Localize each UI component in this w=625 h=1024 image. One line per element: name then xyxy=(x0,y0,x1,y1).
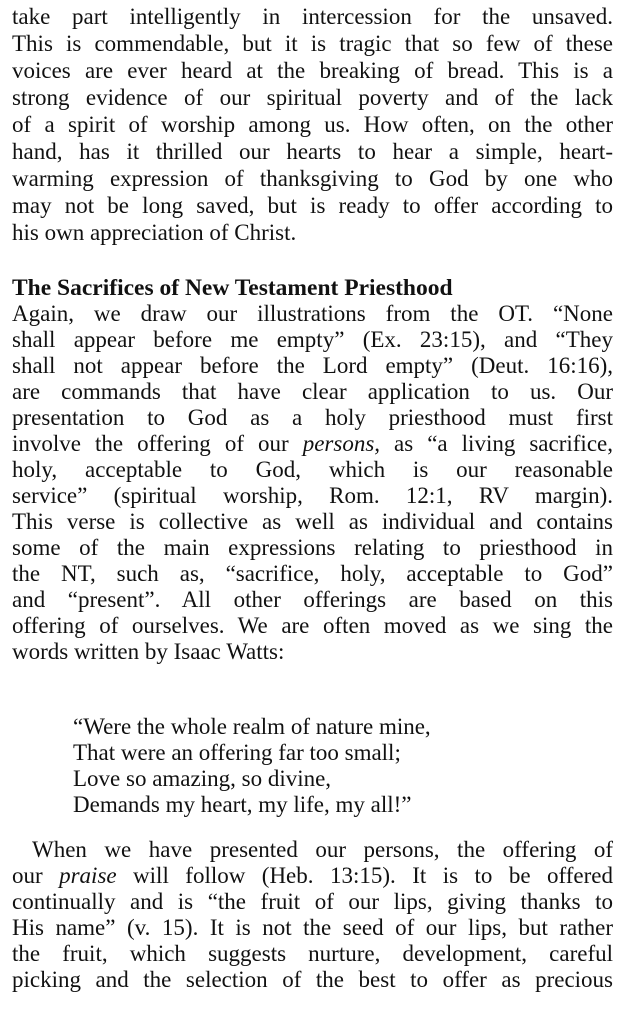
text-line: continually and is “the fruit of our lips, giving thanks to xyxy=(12,889,613,914)
text-line: the NT, such as, “sacrifice, holy, acceptable to God” xyxy=(12,561,613,586)
text-line: the fruit, which suggests nurture, development, careful xyxy=(12,941,613,966)
text-span: our xyxy=(12,863,60,888)
text-line: and “present”. All other offerings are based on this xyxy=(12,587,613,612)
section-heading: The Sacrifices of New Testament Priesthood xyxy=(12,275,453,301)
text-line: strong evidence of our spiritual poverty and of the lack xyxy=(12,85,613,110)
text-line xyxy=(12,862,613,889)
text-line: are commands that have clear application to us. Our xyxy=(12,379,613,404)
text-line: When we have presented our persons, the offering of xyxy=(32,837,613,862)
emphasis-praise: praise xyxy=(59,863,117,888)
text-line: holy, acceptable to God, which is our reasonable xyxy=(12,457,613,482)
text-line: This verse is collective as well as individual and contains xyxy=(12,509,613,534)
text-line: picking and the selection of the best to offer as precious xyxy=(12,967,613,992)
text-line: his own appreciation of Christ. xyxy=(12,220,297,245)
text-line: hand, has it thrilled our hearts to hear a simple, heart- xyxy=(12,139,613,164)
text-line: may not be long saved, but is ready to offer according to xyxy=(12,193,613,218)
poem-line: “Were the whole realm of nature mine, xyxy=(73,714,431,739)
text-line: His name” (v. 15). It is not the seed of our lips, but rather xyxy=(12,915,613,940)
text-line: presentation to God as a holy priesthood must first xyxy=(12,405,613,430)
text-line: some of the main expressions relating to priesthood in xyxy=(12,535,613,560)
text-line: service” (spiritual worship, Rom. 12:1, RV margin). xyxy=(12,483,613,508)
emphasis-persons: persons, xyxy=(302,431,381,456)
text-line: of a spirit of worship among us. How often, on the other xyxy=(12,112,613,137)
text-line: shall appear before me empty” (Ex. 23:15), and “They xyxy=(12,327,613,352)
text-line: This is commendable, but it is tragic that so few of these xyxy=(12,31,613,56)
text-line: take part intelligently in intercession for the unsaved. xyxy=(12,4,613,29)
text-line: words written by Isaac Watts: xyxy=(12,639,285,664)
text-line xyxy=(12,430,613,457)
text-line: offering of ourselves. We are often moved as we sing the xyxy=(12,613,613,638)
poem-line: Demands my heart, my life, my all!” xyxy=(73,792,412,817)
text-line: voices are ever heard at the breaking of bread. This is a xyxy=(12,58,613,83)
text-line: warming expression of thanksgiving to God by one who xyxy=(12,166,613,191)
text-span: involve the offering of our xyxy=(12,431,303,456)
poem-line: That were an offering far too small; xyxy=(73,740,401,765)
text-line: shall not appear before the Lord empty” (Deut. 16:16), xyxy=(12,353,613,378)
text-span: as “a living sacrifice, xyxy=(380,431,613,456)
text-line: Again, we draw our illustrations from the OT. “None xyxy=(12,301,613,326)
text-span: will follow (Heb. 13:15). It is to be offered xyxy=(116,863,613,888)
poem-line: Love so amazing, so divine, xyxy=(73,766,332,791)
